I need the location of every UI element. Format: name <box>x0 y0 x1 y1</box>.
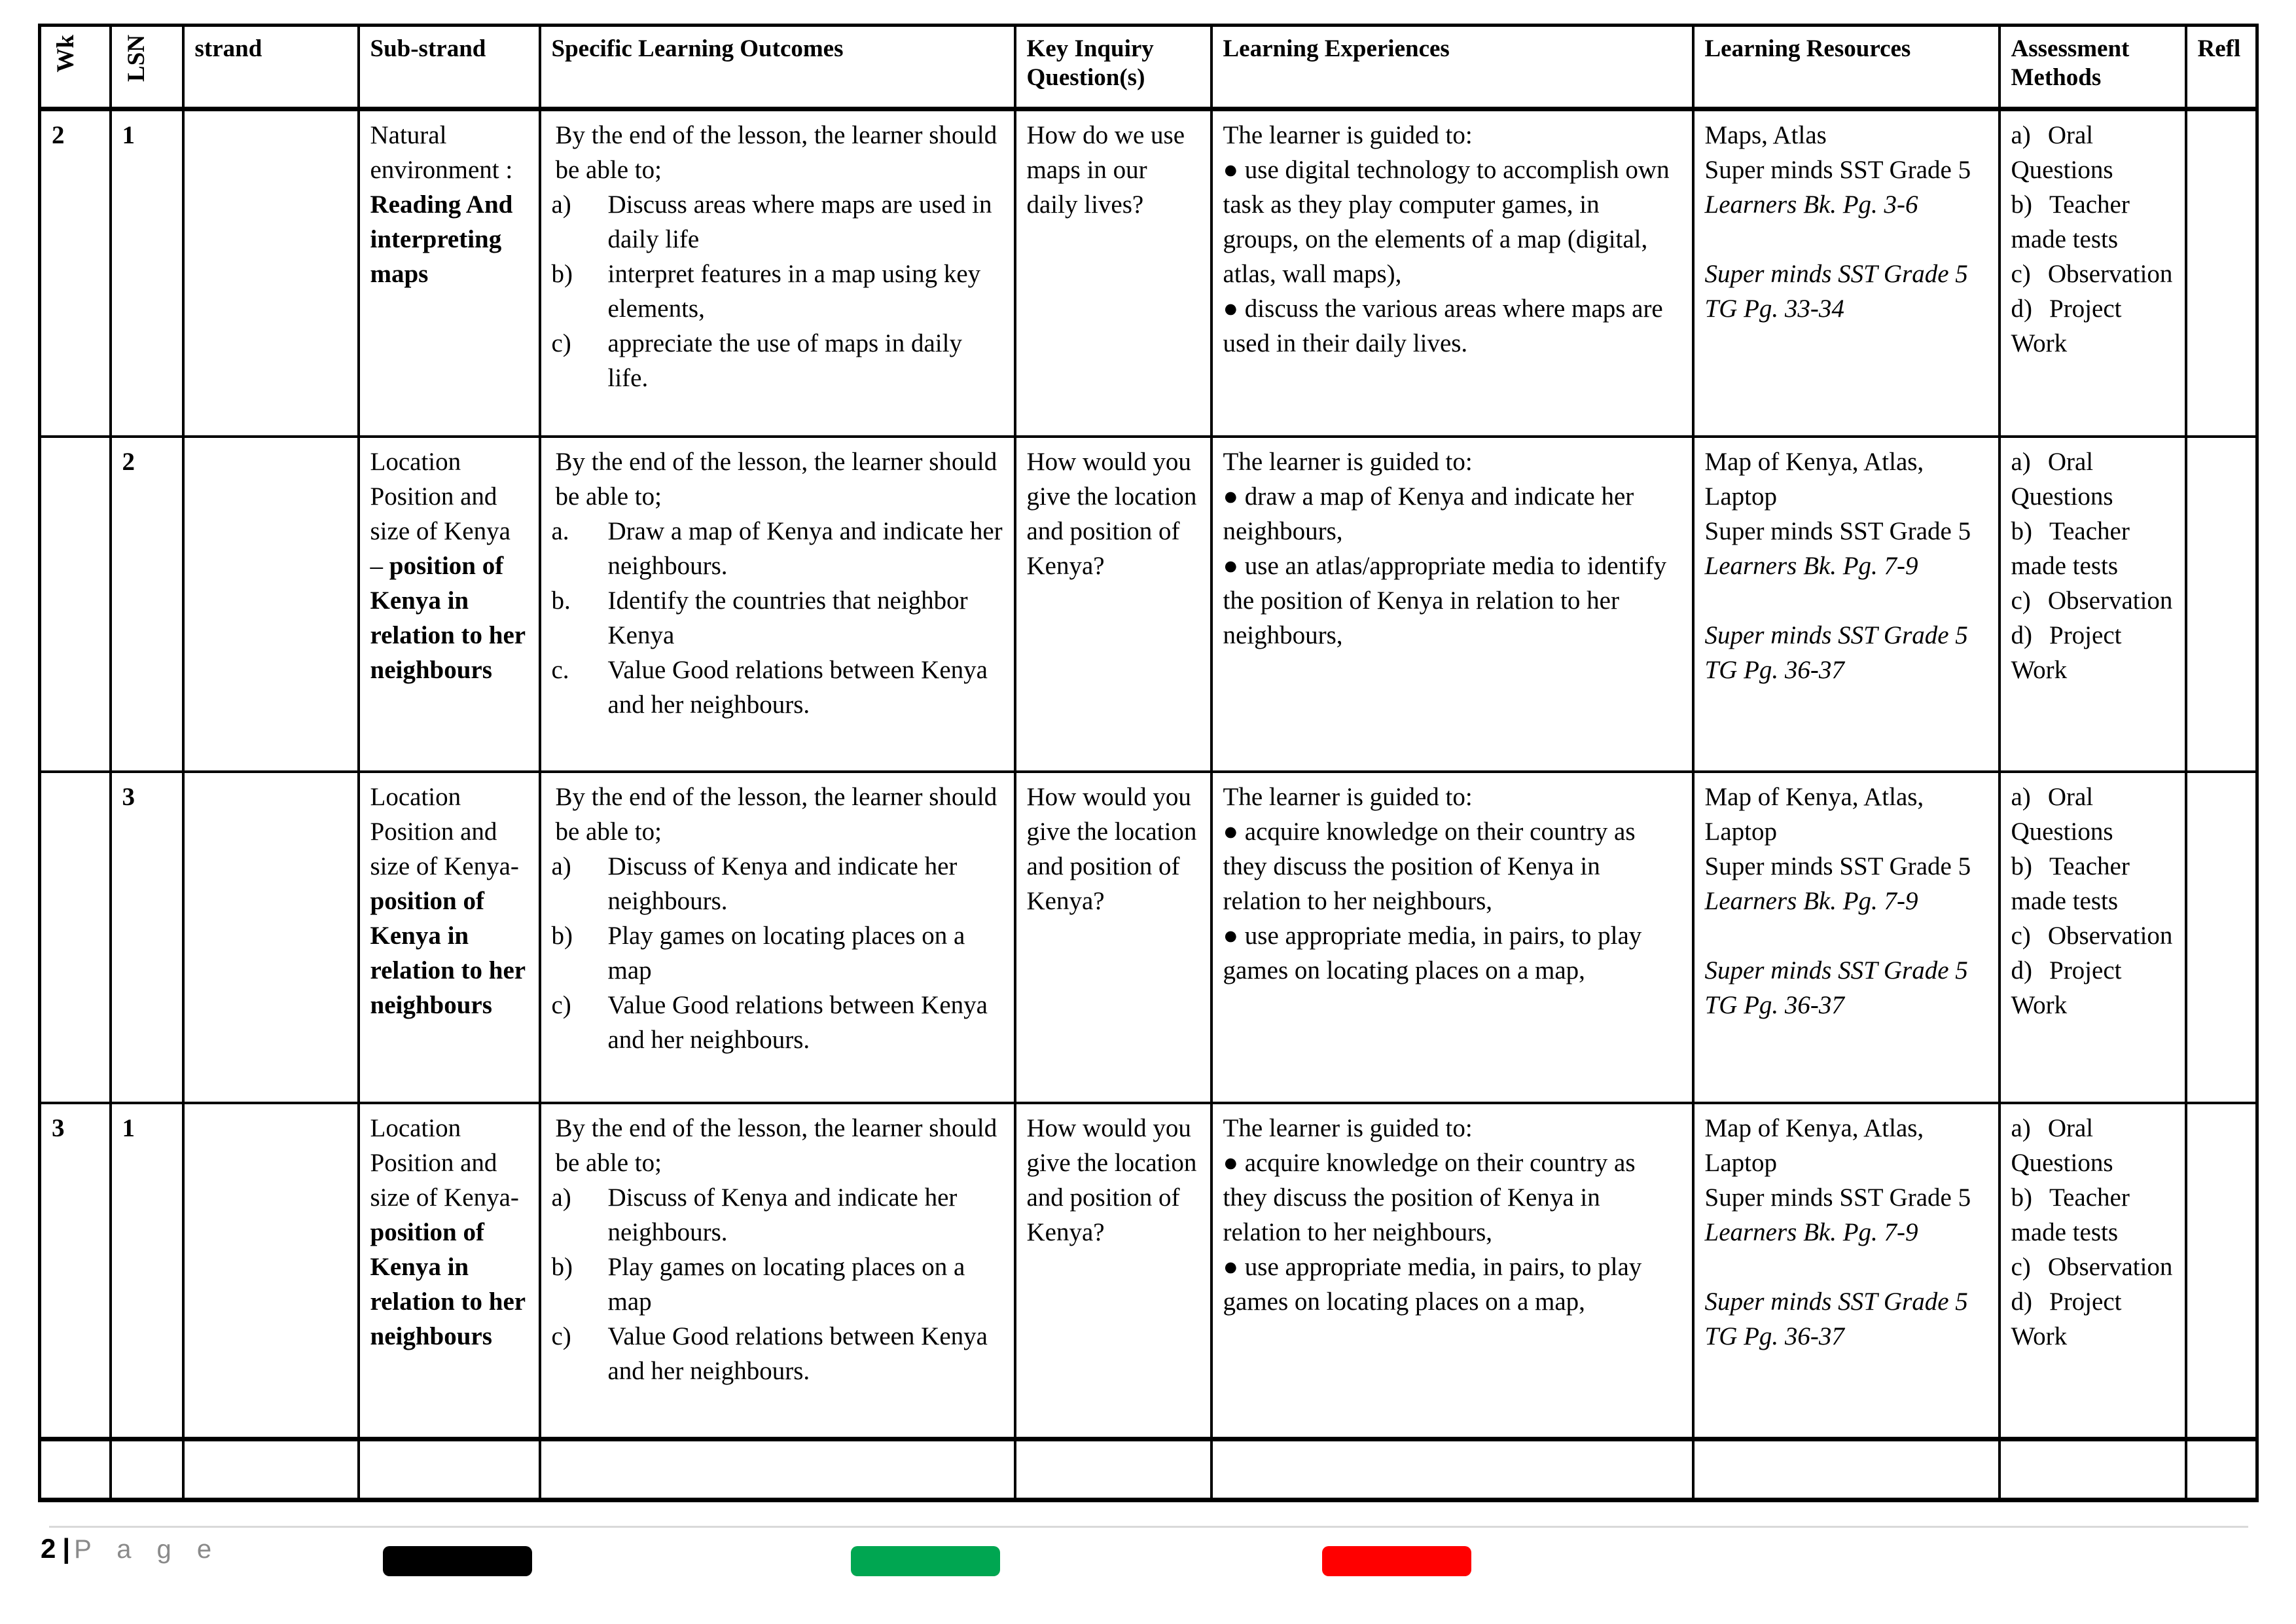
outcome-item <box>552 1180 1003 1250</box>
assessment-item <box>2011 618 2174 687</box>
wk-cell: 3 <box>40 1103 111 1439</box>
wk-cell <box>40 437 111 772</box>
resource-line <box>1705 1180 1988 1250</box>
assessment-item <box>2011 444 2174 514</box>
column-header-learning-experiences: Learning Experiences <box>1211 26 1693 109</box>
resource-line <box>1705 514 1988 583</box>
outcome-item <box>552 1319 1003 1388</box>
assessment-item-label: c) <box>2011 921 2031 950</box>
experiences-intro: The learner is guided to: <box>1223 121 1473 149</box>
assessment-item <box>2011 918 2174 953</box>
key-inquiry-cell: How would you give the location and position of Kenya? <box>1015 1103 1211 1439</box>
assessment-item-label: c) <box>2011 1252 2031 1281</box>
assessment-item <box>2011 583 2174 618</box>
resource-ref-italic: Learners Bk. Pg. 7-9 <box>1704 886 1918 915</box>
outcome-item-text: Value Good relations between Kenya and her neighbours. <box>607 655 988 719</box>
assessment-item <box>2011 1250 2174 1284</box>
assessment-methods-cell <box>2000 1103 2186 1439</box>
assessment-item <box>2011 953 2174 1022</box>
outcome-item <box>552 1250 1003 1319</box>
lsn-cell: 3 <box>111 772 183 1103</box>
resource-line <box>1705 1284 1988 1354</box>
resource-line <box>1705 953 1988 1022</box>
outcome-item <box>552 326 1003 395</box>
lsn-cell: 2 <box>111 437 183 772</box>
resource-line <box>1705 1111 1988 1180</box>
resource-ref-italic: Learners Bk. Pg. 7-9 <box>1704 551 1918 580</box>
learning-experiences-cell <box>1211 772 1693 1103</box>
outcome-item <box>552 988 1003 1057</box>
outcome-item-text: appreciate the use of maps in daily life. <box>607 329 962 393</box>
outcome-item <box>552 918 1003 988</box>
outcome-item-text: Play games on locating places on a map <box>607 921 965 984</box>
column-header-key-inquiry-question-s: Key Inquiry Question(s) <box>1015 26 1211 109</box>
assessment-item-text: Teacher made tests <box>2011 190 2130 254</box>
learning-resources-cell <box>1693 1103 2000 1439</box>
learning-resources-cell <box>1693 772 2000 1103</box>
assessment-methods-cell <box>2000 772 2186 1103</box>
sub-strand-cell <box>359 437 540 772</box>
outcome-item-text: Draw a map of Kenya and indicate her neighbours. <box>607 516 1003 580</box>
assessment-item-label: b) <box>2011 852 2032 880</box>
learning-experiences-cell <box>1211 109 1693 437</box>
assessment-item-text: Teacher made tests <box>2011 852 2130 915</box>
assessment-item-label: b) <box>2011 1183 2032 1212</box>
refl-cell <box>2186 1103 2257 1439</box>
resource-ref-italic: Learners Bk. Pg. 3-6 <box>1704 190 1918 219</box>
experience-bullet: ● discuss the various areas where maps are used in their daily lives. <box>1223 295 1663 358</box>
lsn-cell: 1 <box>111 109 183 437</box>
resource-ref-italic: Learners Bk. Pg. 7-9 <box>1704 1218 1918 1246</box>
footer-black-bar <box>383 1546 532 1576</box>
assessment-methods-cell <box>2000 109 2186 437</box>
key-inquiry-cell: How would you give the location and position of Kenya? <box>1015 772 1211 1103</box>
resource-line <box>1705 222 1988 257</box>
outcome-item-label: c) <box>551 1322 571 1350</box>
resource-line <box>1705 153 1988 222</box>
sub-strand-text: Natural environment : <box>370 121 513 185</box>
resource-ref-italic: Super minds SST Grade 5 TG Pg. 33-34 <box>1704 260 1968 323</box>
experience-bullet: ● use appropriate media, in pairs, to play games on locating places on a map, <box>1223 921 1642 984</box>
learning-outcomes-cell <box>540 1103 1015 1439</box>
sub-strand-bold-text: Reading And interpreting maps <box>370 190 513 289</box>
sub-strand-text: Location Position and size of Kenya – <box>370 447 511 580</box>
table-body <box>40 109 2257 1500</box>
wk-cell <box>40 1439 111 1500</box>
outcome-item <box>552 514 1003 583</box>
column-header-sub-strand: Sub-strand <box>359 26 540 109</box>
sub-strand-cell <box>359 1439 540 1500</box>
strand-cell <box>183 109 359 437</box>
table-row <box>40 437 2257 772</box>
resource-ref-italic: Super minds SST Grade 5 TG Pg. 36-37 <box>1704 956 1968 1019</box>
outcome-item-label: b. <box>551 586 571 615</box>
outcomes-intro: By the end of the lesson, the learner should be able to; <box>555 782 997 846</box>
resource-line <box>1705 849 1988 918</box>
outcome-item-label: a. <box>551 516 569 545</box>
refl-cell <box>2186 109 2257 437</box>
outcome-item-text: Discuss of Kenya and indicate her neighbours. <box>607 1183 958 1246</box>
learning-outcomes-cell <box>540 1439 1015 1500</box>
column-header-label: LSN <box>122 35 150 82</box>
assessment-item <box>2011 1111 2174 1180</box>
assessment-item <box>2011 257 2174 291</box>
assessment-item-label: d) <box>2011 1287 2032 1316</box>
outcome-item-label: c) <box>551 990 571 1019</box>
assessment-item-label: c) <box>2011 586 2031 615</box>
lsn-cell: 1 <box>111 1103 183 1439</box>
learning-experiences-cell <box>1211 1439 1693 1500</box>
assessment-item <box>2011 849 2174 918</box>
outcome-item-text: Play games on locating places on a map <box>607 1252 965 1316</box>
sub-strand-cell <box>359 109 540 437</box>
resource-text: Super minds SST Grade 5 <box>1704 156 1971 185</box>
outcome-item-text: interpret features in a map using key elements, <box>607 260 981 323</box>
assessment-item <box>2011 1180 2174 1250</box>
column-header-refl: Refl <box>2186 26 2257 109</box>
assessment-item <box>2011 780 2174 849</box>
column-header-label: Wk <box>52 35 79 73</box>
outcome-item-text: Discuss areas where maps are used in daily life <box>607 190 992 254</box>
resource-text: Map of Kenya, Atlas, Laptop <box>1704 1113 1924 1177</box>
learning-experiences-cell <box>1211 437 1693 772</box>
assessment-item-label: a) <box>2011 782 2031 811</box>
table-row <box>40 1103 2257 1439</box>
column-header-strand: strand <box>183 26 359 109</box>
experience-bullet: ● draw a map of Kenya and indicate her neighbours, <box>1223 482 1634 545</box>
key-inquiry-cell <box>1015 1439 1211 1500</box>
outcome-item <box>552 653 1003 722</box>
resource-line <box>1705 780 1988 849</box>
resource-line <box>1705 118 1988 153</box>
learning-resources-cell <box>1693 109 2000 437</box>
assessment-item-label: b) <box>2011 516 2032 545</box>
column-header-assessment-methods: Assessment Methods <box>2000 26 2186 109</box>
assessment-item-text: Project Work <box>2011 956 2122 1019</box>
sub-strand-cell <box>359 772 540 1103</box>
resource-text: Super minds SST Grade 5 <box>1704 1183 1971 1212</box>
header-row <box>40 26 2257 109</box>
assessment-item-label: d) <box>2011 956 2032 984</box>
scheme-of-work-table <box>38 24 2259 1502</box>
refl-cell <box>2186 772 2257 1103</box>
assessment-item-text: Project Work <box>2011 1287 2122 1350</box>
sub-strand-cell <box>359 1103 540 1439</box>
assessment-item-text: Observation <box>2047 921 2173 950</box>
resource-line <box>1705 257 1988 326</box>
column-header-learning-resources: Learning Resources <box>1693 26 2000 109</box>
learning-outcomes-cell <box>540 109 1015 437</box>
outcome-item <box>552 187 1003 257</box>
resource-line <box>1705 618 1988 687</box>
resource-ref-italic: Super minds SST Grade 5 TG Pg. 36-37 <box>1704 1287 1968 1350</box>
footer-green-bar <box>851 1546 1000 1576</box>
learning-outcomes-cell <box>540 437 1015 772</box>
experience-bullet: ● acquire knowledge on their country as they discuss the position of Kenya in relation to her neighbours, <box>1223 1148 1636 1246</box>
column-header-wk <box>40 26 111 109</box>
sub-strand-bold-text: position of Kenya in relation to her neighbours <box>370 886 526 1019</box>
footer-red-bar <box>1322 1546 1471 1576</box>
key-inquiry-cell: How would you give the location and position of Kenya? <box>1015 437 1211 772</box>
resource-text: Super minds SST Grade 5 <box>1704 516 1971 545</box>
outcome-item-label: a) <box>551 1183 571 1212</box>
sub-strand-text: Location Position and size of Kenya- <box>370 1113 519 1212</box>
assessment-item <box>2011 118 2174 187</box>
assessment-item-text: Oral Questions <box>2011 782 2113 846</box>
outcome-item-label: b) <box>551 260 573 289</box>
experiences-intro: The learner is guided to: <box>1223 1113 1473 1142</box>
assessment-item-text: Project Work <box>2011 295 2122 358</box>
assessment-item-label: a) <box>2011 121 2031 149</box>
strand-cell <box>183 1103 359 1439</box>
learning-experiences-cell <box>1211 1103 1693 1439</box>
learning-resources-cell <box>1693 437 2000 772</box>
outcome-item <box>552 849 1003 918</box>
assessment-item-label: d) <box>2011 621 2032 649</box>
assessment-item-text: Oral Questions <box>2011 121 2113 185</box>
outcome-item-text: Discuss of Kenya and indicate her neighbours. <box>607 852 958 915</box>
table-row <box>40 772 2257 1103</box>
assessment-item-text: Observation <box>2047 260 2173 289</box>
sub-strand-bold-text: position of Kenya in relation to her neighbours <box>370 1218 526 1350</box>
assessment-item-label: a) <box>2011 447 2031 476</box>
assessment-item <box>2011 291 2174 361</box>
assessment-methods-cell <box>2000 1439 2186 1500</box>
assessment-item-text: Teacher made tests <box>2011 1183 2130 1246</box>
resource-line <box>1705 918 1988 953</box>
assessment-item-label: c) <box>2011 260 2031 289</box>
experience-bullet: ● use appropriate media, in pairs, to play games on locating places on a map, <box>1223 1252 1642 1316</box>
resource-text: Super minds SST Grade 5 <box>1704 852 1971 880</box>
outcomes-intro: By the end of the lesson, the learner should be able to; <box>555 121 997 185</box>
table-row <box>40 1439 2257 1500</box>
experiences-intro: The learner is guided to: <box>1223 782 1473 811</box>
resource-line <box>1705 583 1988 618</box>
page-number: 2 <box>41 1533 56 1564</box>
experience-bullet: ● use digital technology to accomplish own task as they play computer games, in groups, on the elements of a map (digital, atlas, wall maps), <box>1223 156 1670 289</box>
column-header-specific-learning-outcomes: Specific Learning Outcomes <box>540 26 1015 109</box>
key-inquiry-cell: How do we use maps in our daily lives? <box>1015 109 1211 437</box>
assessment-methods-cell <box>2000 437 2186 772</box>
resource-ref-italic: Super minds SST Grade 5 TG Pg. 36-37 <box>1704 621 1968 684</box>
assessment-item-text: Observation <box>2047 586 2173 615</box>
outcome-item-label: a) <box>551 852 571 880</box>
assessment-item-label: a) <box>2011 1113 2031 1142</box>
assessment-item-label: b) <box>2011 190 2032 219</box>
resource-text: Map of Kenya, Atlas, Laptop <box>1704 447 1924 511</box>
outcome-item-text: Identify the countries that neighbor Kenya <box>607 586 968 649</box>
refl-cell <box>2186 437 2257 772</box>
outcome-item-label: a) <box>551 190 571 219</box>
wk-cell <box>40 772 111 1103</box>
table-row <box>40 109 2257 437</box>
outcome-item <box>552 583 1003 653</box>
table-header-row <box>40 26 2257 109</box>
resource-text: Maps, Atlas <box>1704 121 1827 149</box>
resource-text: Map of Kenya, Atlas, Laptop <box>1704 782 1924 846</box>
strand-cell <box>183 437 359 772</box>
assessment-item-text: Observation <box>2047 1252 2173 1281</box>
assessment-item <box>2011 187 2174 257</box>
outcome-item-text: Value Good relations between Kenya and her neighbours. <box>607 1322 988 1385</box>
outcome-item-label: c) <box>551 329 571 358</box>
experience-bullet: ● acquire knowledge on their country as they discuss the position of Kenya in relation to her neighbours, <box>1223 817 1636 915</box>
outcome-item <box>552 257 1003 326</box>
footer-separator: | <box>62 1533 71 1564</box>
wk-cell: 2 <box>40 109 111 437</box>
experiences-intro: The learner is guided to: <box>1223 447 1473 476</box>
assessment-item-text: Project Work <box>2011 621 2122 684</box>
lsn-cell <box>111 1439 183 1500</box>
experience-bullet: ● use an atlas/appropriate media to identify the position of Kenya in relation to her neighbours, <box>1223 551 1667 649</box>
outcome-item-label: b) <box>551 1252 573 1281</box>
resource-line <box>1705 1250 1988 1284</box>
assessment-item-text: Oral Questions <box>2011 447 2113 511</box>
footer-divider-line <box>49 1526 2248 1528</box>
strand-cell <box>183 1439 359 1500</box>
sub-strand-text: Location Position and size of Kenya- <box>370 782 519 880</box>
outcome-item-label: c. <box>551 655 569 684</box>
assessment-item <box>2011 1284 2174 1354</box>
page-number-footer <box>41 1532 221 1566</box>
refl-cell <box>2186 1439 2257 1500</box>
learning-resources-cell <box>1693 1439 2000 1500</box>
assessment-item <box>2011 514 2174 583</box>
strand-cell <box>183 772 359 1103</box>
sub-strand-bold-text: position of Kenya in relation to her neighbours <box>370 551 526 684</box>
page-word: P a g e <box>74 1535 221 1564</box>
outcomes-intro: By the end of the lesson, the learner should be able to; <box>555 447 997 511</box>
outcome-item-label: b) <box>551 921 573 950</box>
assessment-item-label: d) <box>2011 295 2032 323</box>
assessment-item-text: Oral Questions <box>2011 1113 2113 1177</box>
outcome-item-text: Value Good relations between Kenya and her neighbours. <box>607 990 988 1054</box>
outcomes-intro: By the end of the lesson, the learner should be able to; <box>555 1113 997 1177</box>
column-header-lsn <box>111 26 183 109</box>
learning-outcomes-cell <box>540 772 1015 1103</box>
assessment-item-text: Teacher made tests <box>2011 516 2130 580</box>
resource-line <box>1705 444 1988 514</box>
